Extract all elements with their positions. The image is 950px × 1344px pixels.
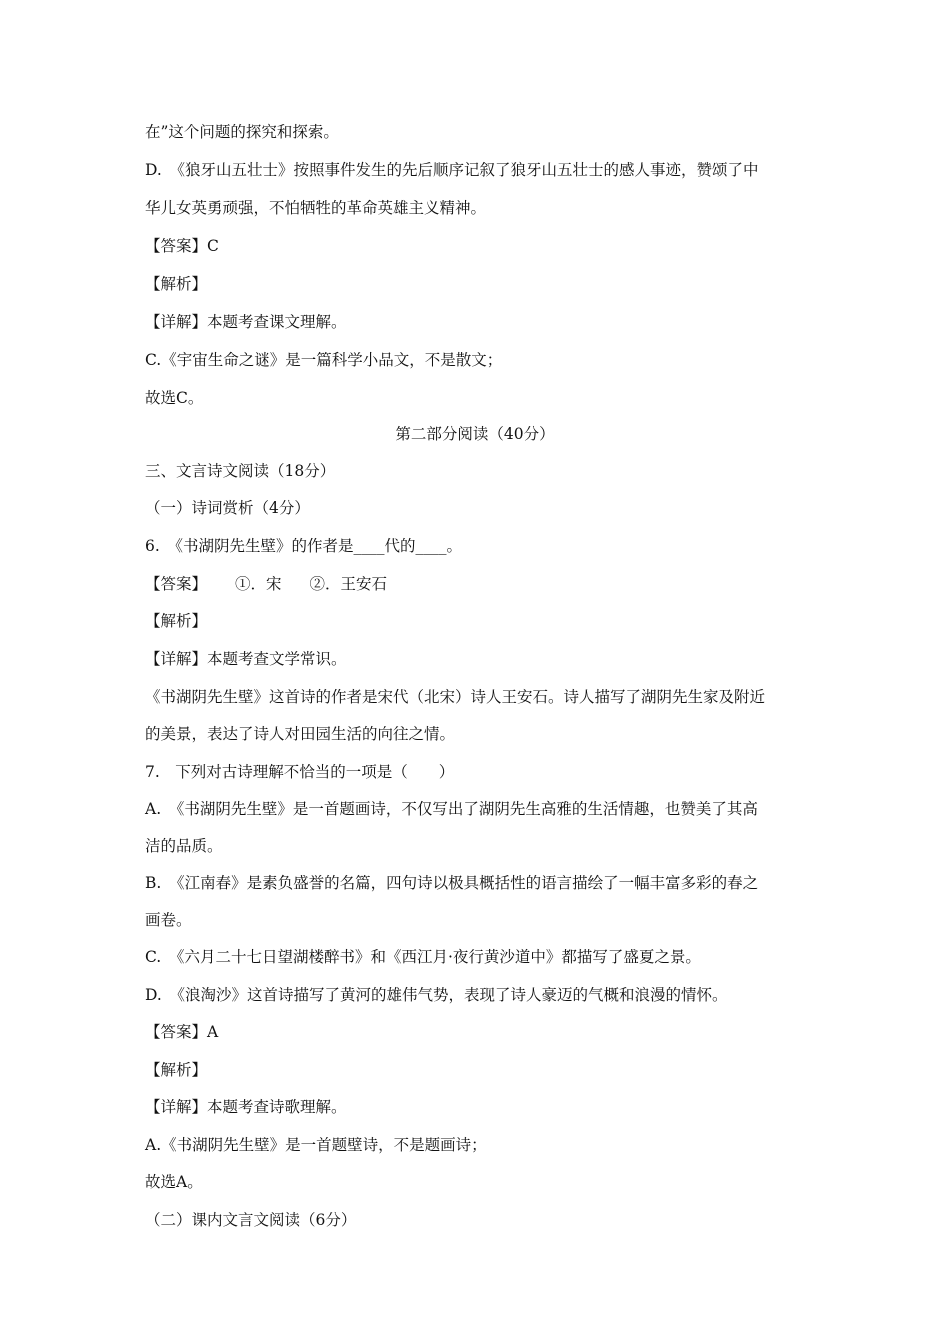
analysis-label: 【解析】: [145, 275, 208, 293]
option-a-line: A. 《书湖阴先生壁》是一首题画诗，不仅写出了湖阴先生高雅的生活情趣，也赞美了其高: [145, 800, 758, 818]
text-line: 在”这个问题的探究和探索。: [145, 123, 339, 141]
explanation-line: 【详解】本题考查文学常识。: [145, 650, 347, 668]
explanation-line: 【详解】本题考查课文理解。: [145, 313, 347, 331]
conclusion-line: 故选C。: [145, 389, 204, 407]
subsection-heading: （一）诗词赏析（4分）: [145, 499, 310, 517]
option-d-line: D. 《浪淘沙》这首诗描写了黄河的雄伟气势，表现了诗人豪迈的气概和浪漫的情怀。: [145, 986, 728, 1004]
option-a-line: 洁的品质。: [145, 837, 223, 855]
answer-part-1: ①．宋: [235, 575, 282, 593]
text-line: 华儿女英勇顽强，不怕牺牲的革命英雄主义精神。: [145, 199, 487, 217]
answer-label: 【答案】: [145, 575, 208, 593]
question-6: 6. 《书湖阴先生壁》的作者是____代的____。: [145, 537, 463, 555]
option-d-line: D. 《狼牙山五壮士》按照事件发生的先后顺序记叙了狼牙山五壮士的感人事迹，赞颂了中: [145, 161, 759, 179]
option-c-line: C. 《六月二十七日望湖楼醉书》和《西江月·夜行黄沙道中》都描写了盛夏之景。: [145, 948, 701, 966]
explanation-line: A.《书湖阴先生壁》是一首题壁诗，不是题画诗；: [145, 1136, 487, 1154]
explanation-line: 《书湖阴先生壁》这首诗的作者是宋代（北宋）诗人王安石。诗人描写了湖阴先生家及附近: [145, 688, 766, 706]
explanation-line: C.《宇宙生命之谜》是一篇科学小品文，不是散文；: [145, 351, 503, 369]
conclusion-line: 故选A。: [145, 1173, 203, 1191]
answer-part-2: ②．王安石: [309, 575, 388, 593]
subsection-heading: 三、文言诗文阅读（18分）: [145, 462, 336, 480]
answer-line: 【答案】A: [145, 1023, 219, 1041]
option-b-line: 画卷。: [145, 911, 192, 929]
explanation-line: 的美景，表达了诗人对田园生活的向往之情。: [145, 725, 456, 743]
answer-line: [145, 574, 387, 594]
subsection-heading: （二）课内文言文阅读（6分）: [145, 1211, 357, 1229]
answer-line: 【答案】C: [145, 237, 219, 255]
question-7: 7. 下列对古诗理解不恰当的一项是（ ）: [145, 763, 455, 781]
explanation-line: 【详解】本题考查诗歌理解。: [145, 1098, 347, 1116]
analysis-label: 【解析】: [145, 1061, 208, 1079]
analysis-label: 【解析】: [145, 612, 208, 630]
option-b-line: B. 《江南春》是素负盛誉的名篇，四句诗以极具概括性的语言描绘了一幅丰富多彩的春之: [145, 874, 759, 892]
section-heading: 第二部分阅读（40分）: [395, 425, 555, 443]
